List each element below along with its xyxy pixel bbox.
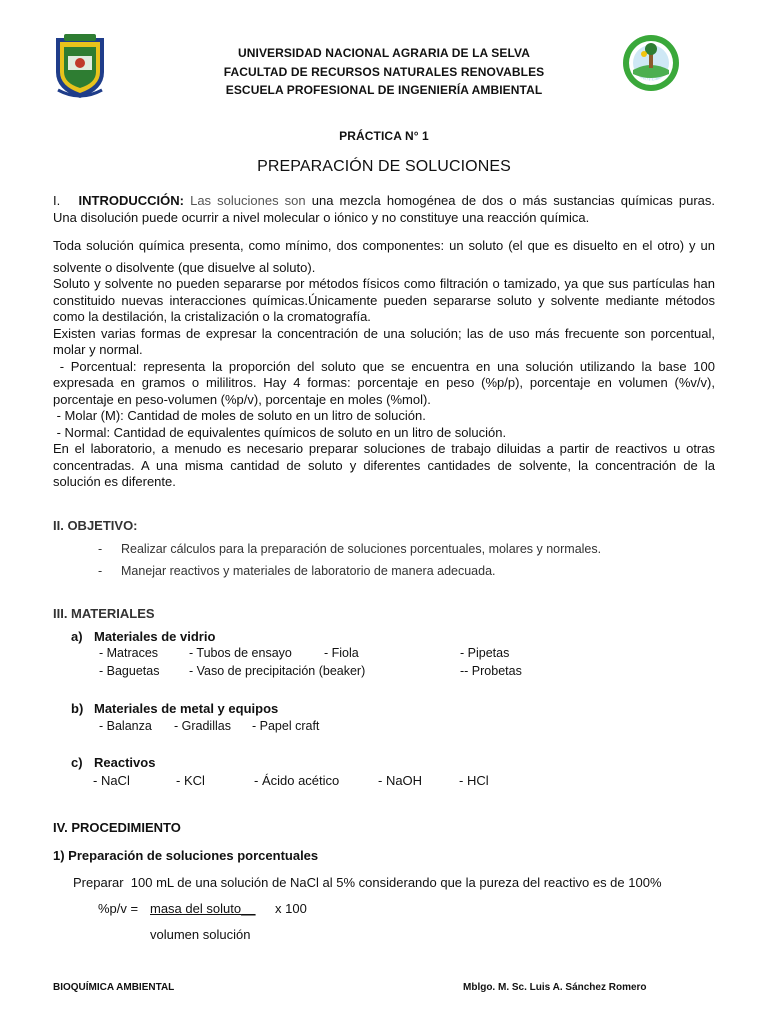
objective-item: Manejar reactivos y materiales de laboratorio de manera adecuada. bbox=[121, 564, 496, 578]
intro-body-line: - Molar (M): Cantidad de moles de soluto en un litro de solución. bbox=[53, 408, 426, 423]
intro-paragraph bbox=[53, 193, 715, 226]
procedure-subheading: 1) Preparación de soluciones porcentuales bbox=[53, 848, 319, 863]
material-item: -- Probetas bbox=[460, 664, 522, 678]
reagent-item: - HCl bbox=[459, 773, 489, 788]
procedure-text: Preparar 100 mL de una solución de NaCl al 5% considerando que la pureza del reactivo es de 100% bbox=[73, 875, 662, 890]
material-item: - Matraces bbox=[99, 646, 159, 660]
intro-body-line: porcentaje en peso-volumen (%p/v), porcentaje en moles (%mol). bbox=[53, 391, 431, 407]
intro-line: Una disolución puede ocurrir a nivel molecular o iónico y no constituye una reacción química. bbox=[53, 209, 590, 225]
reagent-item: - NaCl bbox=[93, 773, 130, 788]
intro-body-line: solvente o disolvente (que disuelve al soluto). bbox=[53, 259, 316, 275]
intro-body-line: solución es diferente. bbox=[53, 474, 176, 489]
intro-body-line: molar y normal. bbox=[53, 342, 143, 357]
faculty-name: FACULTAD DE RECURSOS NATURALES RENOVABLES bbox=[223, 65, 545, 79]
intro-body-line: expresada en gramos o mililitros. Hay 4 formas: porcentaje en peso (%p/p), porcentaje en volumen (%v/v), bbox=[53, 375, 715, 390]
intro-line: una mezcla homogénea de dos o más sustancias químicas puras. bbox=[311, 193, 715, 208]
intro-body-line: como la destilación, la cristalización o la cromatografía. bbox=[53, 309, 371, 324]
formula-lhs: %p/v = bbox=[98, 901, 139, 916]
materials-c-label: c) bbox=[71, 755, 83, 770]
material-item: - Fiola bbox=[324, 646, 359, 660]
intro-number: I. bbox=[53, 193, 61, 208]
unas-seal-text: UNAS bbox=[642, 78, 657, 84]
reagent-item: - NaOH bbox=[378, 773, 423, 788]
equipment-item: - Balanza bbox=[99, 719, 152, 733]
formula-multiplier: x 100 bbox=[275, 901, 307, 916]
intro-body-line: Toda solución química presenta, como mínimo, dos componentes: un soluto (el que es disuelto en el otro) y un bbox=[53, 238, 715, 253]
materials-a-title: Materiales de vidrio bbox=[94, 629, 216, 644]
intro-body-line: concentradas. A una misma cantidad de soluto y diferentes cantidades de solvente, la concentración de la bbox=[53, 457, 715, 473]
materials-b-label: b) bbox=[71, 701, 84, 716]
reagent-item: - KCl bbox=[176, 773, 205, 788]
intro-body-line: Existen varias formas de expresar la concentración de una solución; las de uso más frecuente son porcentual, bbox=[53, 325, 715, 341]
materials-a-label: a) bbox=[71, 629, 83, 644]
objective-heading: II. OBJETIVO: bbox=[53, 518, 138, 533]
material-item: - Tubos de ensayo bbox=[189, 646, 292, 660]
university-name: UNIVERSIDAD NACIONAL AGRARIA DE LA SELVA bbox=[237, 46, 530, 60]
material-item: - Baguetas bbox=[99, 664, 160, 678]
formula-numerator bbox=[150, 901, 256, 916]
practice-number: PRÁCTICA N° 1 bbox=[339, 129, 429, 143]
equipment-item: - Gradillas bbox=[174, 719, 231, 733]
formula-denominator: volumen solución bbox=[150, 927, 251, 942]
material-item: - Pipetas bbox=[460, 646, 510, 660]
footer-course: BIOQUÍMICA AMBIENTAL bbox=[53, 982, 175, 993]
formula-numerator-text: masa del soluto bbox=[150, 901, 242, 916]
materials-c-title: Reactivos bbox=[94, 755, 156, 770]
intro-body bbox=[53, 238, 715, 491]
school-name: ESCUELA PROFESIONAL DE INGENIERÍA AMBIENTAL bbox=[225, 83, 543, 97]
intro-heading: INTRODUCCIÓN: bbox=[78, 193, 184, 208]
intro-body-line: En el laboratorio, a menudo es necesario preparar soluciones de trabajo diluidas a partir de reactivos u otras bbox=[53, 441, 715, 456]
materials-heading: III. MATERIALES bbox=[53, 606, 155, 621]
objective-bullet-dash: - bbox=[98, 542, 103, 556]
objective-item: Realizar cálculos para la preparación de soluciones porcentuales, molares y normales. bbox=[121, 542, 602, 556]
material-item: - Vaso de precipitación (beaker) bbox=[189, 664, 366, 678]
formula-numerator-tail: __ bbox=[241, 901, 256, 916]
document-title: PREPARACIÓN DE SOLUCIONES bbox=[257, 158, 511, 175]
intro-body-line: - Normal: Cantidad de equivalentes químicos de soluto en un litro de solución. bbox=[53, 424, 507, 440]
intro-body-line: - Porcentual: representa la proporción del soluto que se encuentra en una solución utilizando la base 100 bbox=[53, 358, 715, 374]
objective-bullet-dash: - bbox=[98, 564, 103, 578]
intro-lead: Las soluciones son bbox=[190, 193, 306, 208]
materials-b-title: Materiales de metal y equipos bbox=[94, 701, 279, 716]
reagent-item: - Ácido acético bbox=[254, 773, 340, 788]
intro-body-line: Soluto y solvente no pueden separarse por métodos físicos como filtración o tamizado, ya que sus partículas han bbox=[53, 276, 715, 291]
procedure-heading: IV. PROCEDIMIENTO bbox=[53, 820, 181, 835]
intro-body-line: constituido nuevas interacciones químicas.Únicamente pueden separarse soluto y solvente mediante métodos bbox=[53, 292, 715, 308]
footer-author: Mblgo. M. Sc. Luis A. Sánchez Romero bbox=[463, 982, 647, 993]
equipment-item: - Papel craft bbox=[252, 719, 320, 733]
